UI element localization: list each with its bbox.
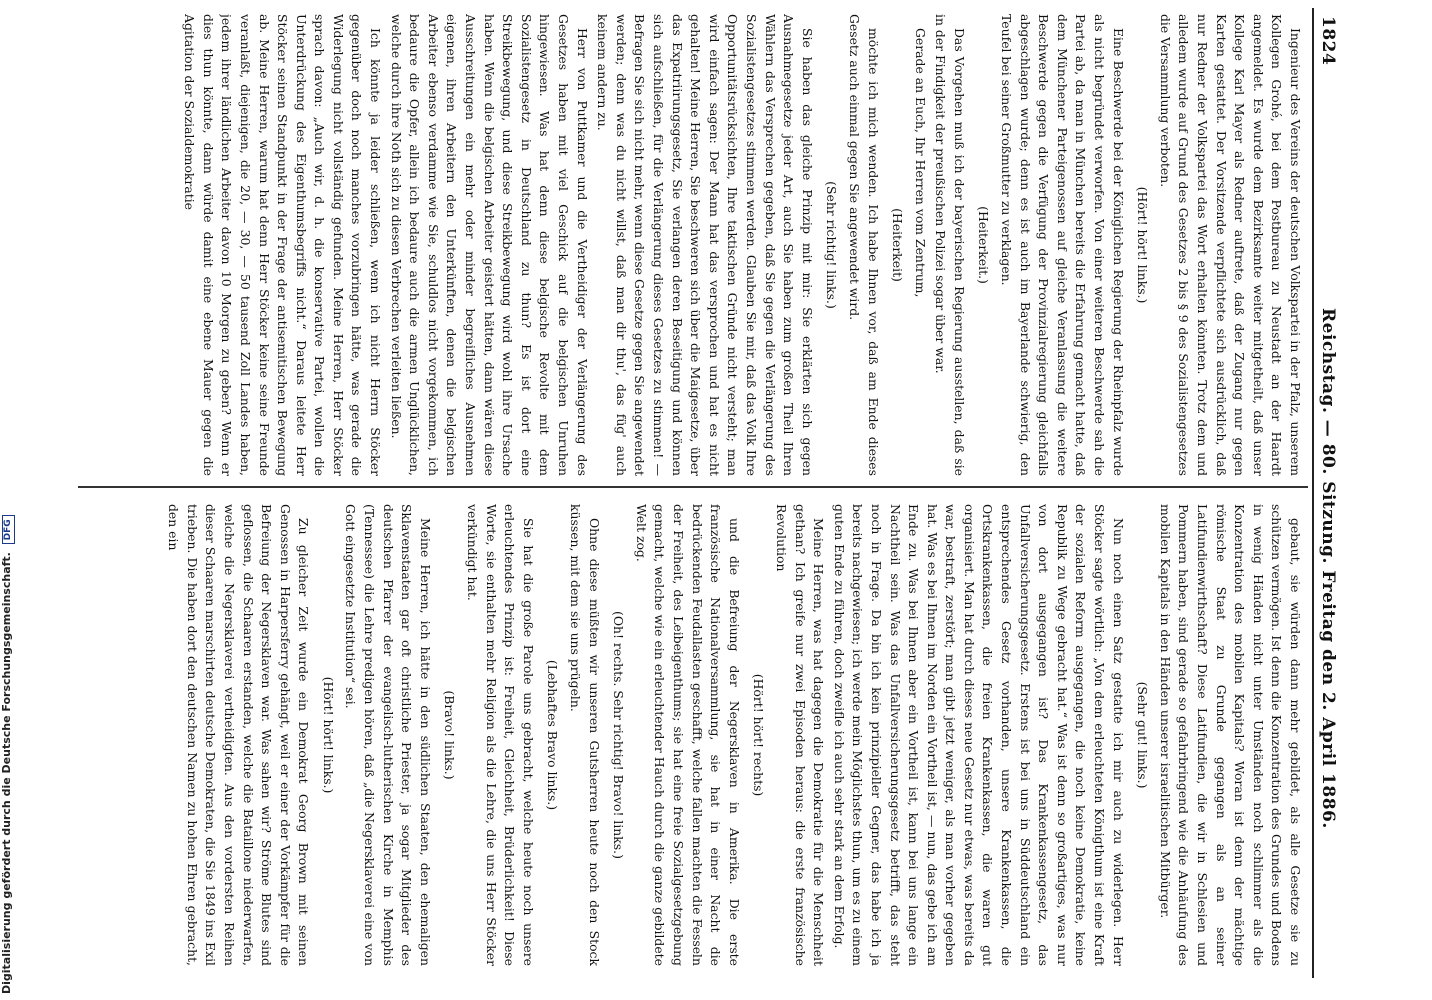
paragraph: Das Vorgehen muß ich der bayerischen Regierung ausstellen, daß sie in der Findigkeit der preußischen Polizei sogar über war.	[933, 14, 967, 476]
interjection-note: (Oh! rechts. Sehr richtig! Bravo! links.)	[611, 611, 627, 859]
paragraph: Meine Herren, was hat dagegen die Demokratie für die Menschheit gethan? Ich greife nur zwei Episoden heraus: die erste französische Revolution	[773, 504, 827, 966]
paragraph: Zu gleicher Zeit wurde ein Demokrat Georg Brown mit seinen Genossen in Harpersferry gehängt, weil er einer der Vorkämpfer für die Befreiung der Negersklaven war. Was sahen wir? Ströme Blutes sind geflossen, die Schaaren erstanden, welche die Bataillone niederwarfen, welche die Negersklaverei vertheidigten. Aus den vordersten Reihen dieser Schaaren marschirten deutsche Demokraten, die Sie 1849 ins Exil trieben. Die haben dort den deutschen Namen zu hohen Ehren gebracht, den ein	[166, 504, 312, 966]
dfg-logo: DFG	[2, 515, 15, 544]
paragraph: Ohne diese müßten wir unseren Gutsherren heute noch den Stock küssen, mit dem sie uns prügeln.	[568, 504, 602, 966]
running-head: Reichstag. — 80. Sitzung. Freitag den 2. April 1886.	[1318, 308, 1338, 829]
interjection-note: (Hört! hört! rechts)	[751, 673, 767, 797]
paragraph: Eine Beschwerde bei der Königlichen Regierung der Rheinpfalz wurde als nicht begründet verworfen. Von einer weiteren Beschwerde sah die Partei ab, da man in München bereits die Erfahrung gemacht hatte, daß dem Münchener Parteigenossen auf gleiche Veranlassung die weitere Beschwerde gegen die Verfügung der Provinzialregierung gleichfalls abgeschlagen wurde; denn es ist auch im Bayerlande schwierig, den Teufel bei seiner Großmutter zu verklagen.	[999, 14, 1126, 476]
credit-text: Digitalisierung gefördert durch die Deutsche Forschungsgemeinschaft.	[0, 552, 13, 994]
column-divider	[78, 486, 1308, 488]
page-header	[1312, 8, 1342, 978]
interjection-note: (Sehr gut! links.)	[1135, 681, 1151, 789]
paragraph: Ingenieur des Vereins der deutschen Volkspartei in der Pfalz, unserem Kollegen Grohé, bei dem Postbureau zu Neustadt an der Haardt angemeldet. Es wurde dem Bezirksamte weiter mitgetheilt, daß unser Kollege Karl Mayer als Redner auftrete, daß der Zugang nur gegen Karten gestattet. Der Vorsitzende verpflichtete sich ausdrücklich, daß nur Redner der Volkspartei das Wort erhalten könnten. Trotz dem und alledem wurde auf Grund des Gesetzes 2 bis § 9 des Sozialistengesetzes die Versammlung verboten.	[1157, 14, 1303, 476]
header-rule	[1312, 8, 1314, 978]
paragraph: Gerade an Euch, Ihr Herren vom Zentrum,	[912, 28, 928, 298]
interjection-note: (Heiterkeit.)	[976, 206, 992, 284]
paragraph: und die Befreiung der Negersklaven in Amerika. Die erste französische Nationalversammlung, sie hat in einer Nacht die bedrückenden Feudallasten geschafft, welche fallen machten die Fesseln der Freiheit, des Leibeigenthums; sie hat eine freie Sozialgesetzgebung gemacht, welche wie ein erleuchtender Hauch durch die ganze gebildete Welt zog.	[633, 504, 742, 966]
interjection-note: (Sehr richtig! links.)	[824, 181, 840, 309]
right-column	[74, 504, 1304, 966]
rotated-page-content	[67, 8, 1342, 978]
paragraph: Herr von Puttkamer und die Vertheidiger der Verlängerung des Gesetzes haben mit viel Geschick auf die belgischen Unruhen hingewiesen. Was hat denn diese belgische Revolte mit dem Sozialistengesetz in Deutschland zu thun? Es ist dort eine Streikbewegung, und diese Streikbewegung wird wohl ihre Ursache haben. Wenn die belgischen Arbeiter geistert hätten, dann wären diese Ausschreitungen ein mehr oder minder begreifliches Ausnehmen eigenen, ihren Arbeitern den Unterkünften, denen die belgischen Arbeiter ebenso verdamme wie Sie, schuldlos nicht vorgekommen, ich bedaure die Opfer, allein ich bedaure auch die armen Unglücklichen, welche durch ihre Noth sich zu diesen Verbrechen verleiten ließen.	[388, 14, 590, 476]
paragraph: Sie hat die große Parole uns gebracht, welche heute noch unsere erleuchtendes Prinzip ist: Freiheit, Gleichheit, Brüderlichkeit! Diese Worte, sie enthalten mehr Religion als die Lehre, die uns Herr Stöcker verkündigt hat.	[465, 504, 536, 966]
page-number: 1824	[1318, 16, 1338, 66]
interjection-note: (Lebhaftes Bravo links.)	[545, 659, 561, 811]
paragraph: möchte ich mich wenden. Ich habe Ihnen vor, daß am Ende dieses Gesetz auch einmal gegen Sie angewendet wird.	[846, 14, 881, 476]
paragraph: gebaut, sie würden dann mehr gebildet, als alle Gesetze sie zu schützen vermögen. Ist denn die Konzentration des Grundes und Bodens in wenig Händen nicht unter Umständen noch schlimmer als die Konzentration des mobilen Kapitals? Woran ist denn der mächtige römische Staat zu Grunde gegangen als an seiner Latifundienwirthschaft? Diese Latifundien, die wir in Schlesien und Pommern haben, sind gerade so gefahrbringend wie die Anhäufung des mobilen Kapitals in den Händen unserer israelitischen Mitbürger.	[1157, 504, 1303, 966]
interjection-note: (Hört! hört! links.)	[1135, 186, 1151, 304]
left-column	[74, 14, 1304, 476]
paragraph: Meine Herren, ich hätte in den südlichen Staaten, den ehemaligen Sklavenstaaten gar oft christliche Priester, ja sogar Mitglieder des deutschen Pfarrer der evangelisch-lutherischen Kirche in Memphis (Tennessee) die Lehre predigen hören, daß „die Negersklaverei eine von Gott eingesetzte Institution“ sei.	[343, 504, 433, 966]
digitization-credit	[0, 515, 15, 994]
paragraph: Sie haben das gleiche Prinzip mit mir: Sie erklärten sich gegen Ausnahmegesetze jeder Art, auch Sie haben zum großen Theil Ihren Wählern das Versprechen gegeben, daß Sie gegen die Verlängerung des Sozialistengesetzes stimmen werden. Glauben Sie mir, daß das Volk Ihre Opportunitätsrücksichten, Ihre taktischen Gründe nicht versteht; man wird einfach sagen: Der Mann hat das versprochen und hat es nicht gehalten! Meine Herren, Sie beschweren sich über die Maigesetze, über das Expatriirungsgesetz, Sie verlangen deren Beseitigung und können sich aufschließen, für die Verlängerung dieses Gesetzes zu stimmen! — Befragen Sie sich nicht mehr, wenn diese Gesetze gegen Sie angewendet werden; denn was du nicht willst, daß man dir thu', das füg' auch keinem andern zu.	[595, 14, 815, 476]
interjection-note: (Heiterkeit)	[890, 208, 906, 282]
paragraph: Nun noch einen Satz gestatte ich mir auch zu widerlegen. Herr Stöcker sagte wörtlich: „Von dem erleuchteten Königthum ist eine Kraft der sozialen Reform ausgegangen, die noch keine Demokratie, keine Republik zu Wege gebracht hat.“ Was ist denn so großartiges, was nur von dort ausgegangen ist? Das Krankenkassengesetz, das Unfallversicherungsgesetz. Erstens ist bei uns in Süddeutschland ein entsprechendes Gesetz vorhanden, unsere Krankenkassen, die Ortskrankenkassen, die freien Krankenkassen, die waren gut organisiert. Man hat durch dieses neue Gesetz nur etwas, was bereits da war, bestraft, zerstört; man gibt jetzt weniger, als man vorher gegeben hat. Was es bei Ihnen im Norden ein Vortheil ist, — nun, das gebe ich am Ende zu. Was bei Ihnen aber ein Vortheil ist, kann bei uns lange ein Nachtheil sein. Was das Unfallversicherungsgesetz betrifft, das steht noch in Frage. Da bin ich kein prinzipieller Gegner, das habe ich ja bereits nachgewiesen; ich werde mein Möglichstes thun, um es zu einem guten Ende zu führen, doch zweifle ich auch sehr stark an dem Erfolg.	[831, 504, 1126, 966]
interjection-note: (Hört! hört! links.)	[320, 676, 336, 794]
paragraph: Ich könnte ja leider schließen, wenn ich nicht Herrn Stöcker gegenüber doch noch manches vorzubringen hätte, was gerade die Widerlegung nicht vollständig gefunden. Meine Herren, Herr Stöcker sprach davon: „Auch wir, d. h. die konservative Partei, wollen die Unterdrückung des Eigenthumsbegriffs nicht.“ Daraus leitete Herr Stöcker seinen Standpunkt in der Frage der antisemitischen Bewegung ab. Meine Herren, warum hat denn Herr Stöcker keine seine Freunde veranlaßt, diejenigen, die 20, — 30, — 50 tausend Zoll Landes haben, jedem ihrer ländlichen Arbeiter davon 10 Morgen zu geben? Wenn er dies thun könnte, dann würde damit eine ebene Mauer gegen die Agitation der Sozialdemokratie	[182, 14, 384, 476]
interjection-note: (Bravo! links.)	[442, 690, 458, 780]
